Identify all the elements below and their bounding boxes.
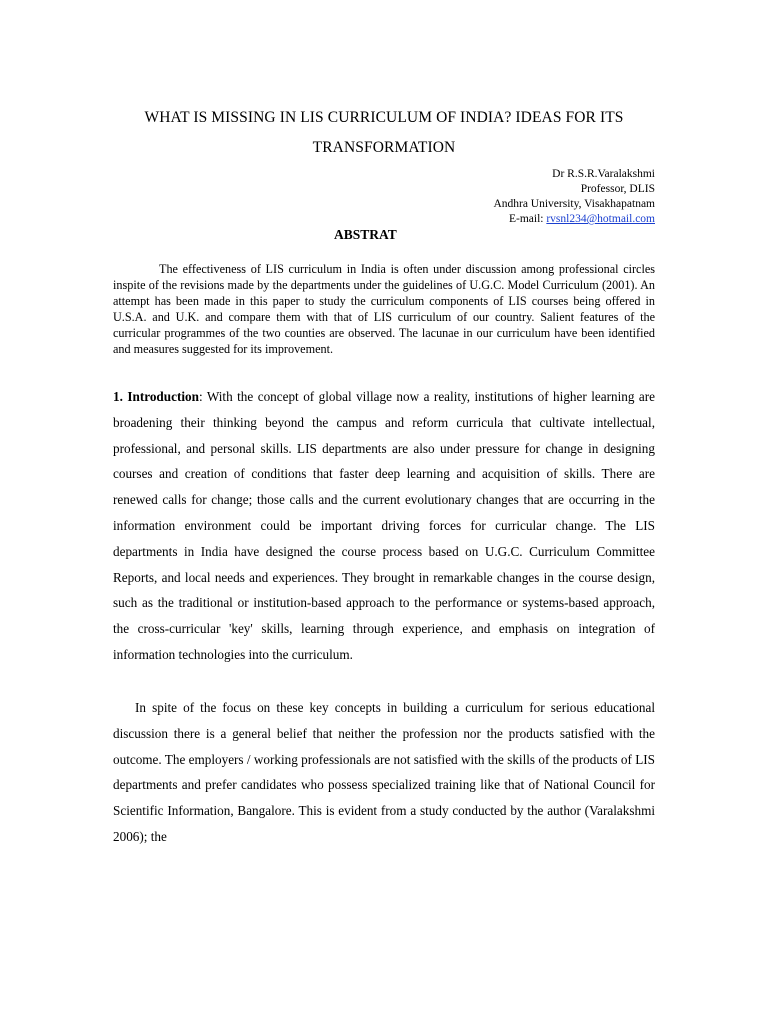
abstract-text: The effectiveness of LIS curriculum in India is often under discussion among professional circles inspite of the revisions made by the departments under the guidelines of U.G.C. Model Curriculum (2001). An attempt has been made in this paper to study the curriculum components of LIS courses being offered in U.S.A. and U.K. and compare them with that of LIS curriculum of our country. Salient features of the curricular programmes of the two counties are observed. The lacunae in our curriculum have been identified and measures suggested for its improvement.	[113, 262, 655, 357]
introduction-text: : With the concept of global village now a reality, institutions of higher learning are broadening their thinking beyond the campus and reform curricula that cultivate intellectual, professional, and personal skills. LIS departments are also under pressure for change in designing courses and creation of conditions that faster deep learning and acquisition of skills. There are renewed calls for change; those calls and the current evolutionary changes that are occurring in the information environment could be important driving forces for curricular change. The LIS departments in India have designed the course process based on U.G.C. Curriculum Committee Reports, and local needs and experiences. They brought in remarkable changes in the course design, such as the traditional or institution-based approach to the performance or systems-based approach, the cross-curricular 'key' skills, learning through experience, and emphasis on integration of information technologies into the curriculum.	[113, 389, 655, 662]
author-position: Professor, DLIS	[580, 183, 655, 195]
introduction-heading: 1. Introduction	[113, 389, 199, 404]
email-link[interactable]: rvsnl234@hotmail.com	[546, 213, 655, 225]
email-label: E-mail:	[508, 213, 547, 225]
author-name: Dr R.S.R.Varalakshmi	[552, 168, 655, 180]
introduction-paragraph	[113, 384, 655, 668]
author-block	[493, 167, 655, 227]
paper-title-line-1: WHAT IS MISSING IN LIS CURRICULUM OF INDIA? IDEAS FOR ITS	[144, 109, 624, 126]
author-email-line	[493, 212, 655, 227]
introduction-paragraph-2: In spite of the focus on these key concepts in building a curriculum for serious educational discussion there is a general belief that neither the profession nor the products satisfied with the outcome. The employers / working professionals are not satisfied with the skills of the products of LIS departments and prefer candidates who possess specialized training like that of National Council for Scientific Information, Bangalore. This is evident from a study conducted by the author (Varalakshmi 2006); the	[113, 700, 655, 844]
author-affiliation: Andhra University, Visakhapatnam	[493, 198, 655, 210]
paper-title-line-2: TRANSFORMATION	[312, 139, 456, 156]
abstract-heading: ABSTRAT	[334, 227, 397, 242]
